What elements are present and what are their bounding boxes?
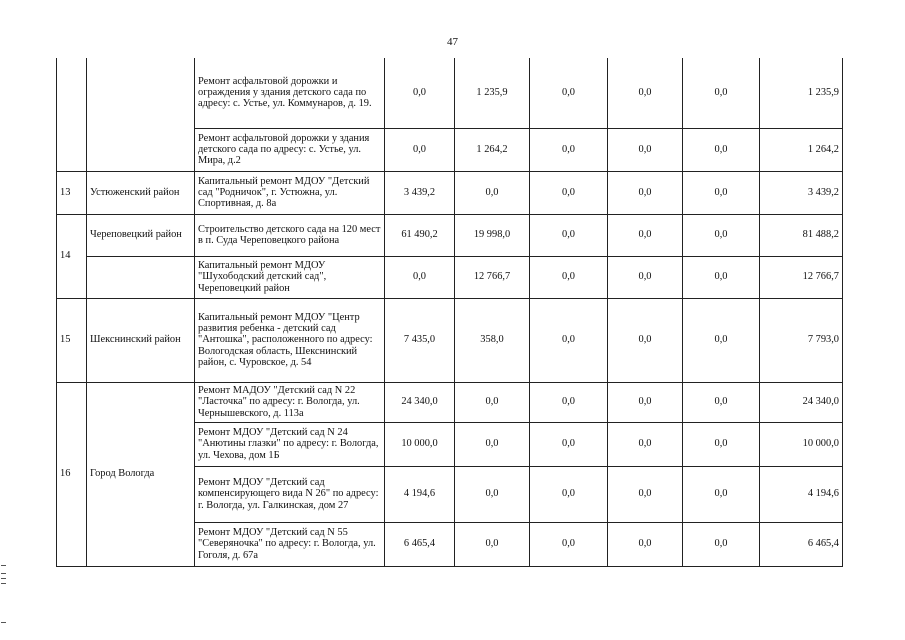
value-cell: 358,0: [455, 298, 530, 382]
value-cell: 0,0: [683, 128, 760, 171]
value-cell: 1 264,2: [455, 128, 530, 171]
value-cell: 0,0: [530, 422, 608, 466]
value-cell: 0,0: [608, 522, 683, 566]
value-cell: 0,0: [385, 58, 455, 128]
work-description: Капитальный ремонт МДОУ "Детский сад "Родничок", г. Устюжна, ул. Спортивная, д. 8а: [195, 171, 385, 214]
district-name: [87, 58, 195, 171]
total-cell: 3 439,2: [760, 171, 843, 214]
value-cell: 0,0: [530, 128, 608, 171]
table-row: [57, 256, 843, 298]
table-row: [57, 171, 843, 214]
value-cell: 0,0: [385, 256, 455, 298]
table-row: [57, 58, 843, 128]
value-cell: 19 998,0: [455, 214, 530, 256]
value-cell: 10 000,0: [385, 422, 455, 466]
total-cell: 7 793,0: [760, 298, 843, 382]
value-cell: 0,0: [385, 128, 455, 171]
page-number: 47: [447, 36, 458, 48]
table-row: [57, 382, 843, 422]
value-cell: 0,0: [608, 128, 683, 171]
value-cell: 0,0: [683, 466, 760, 522]
district-name: Череповецкий район: [87, 214, 195, 256]
value-cell: 0,0: [530, 214, 608, 256]
value-cell: 0,0: [683, 522, 760, 566]
work-description: Капитальный ремонт МДОУ "Центр развития ребенка - детский сад "Антошка", расположенного по адресу: Вологодская область, Шекснинский район, с. Чуровское, д. 54: [195, 298, 385, 382]
value-cell: 0,0: [608, 256, 683, 298]
value-cell: 0,0: [455, 171, 530, 214]
total-cell: 1 264,2: [760, 128, 843, 171]
value-cell: 0,0: [683, 298, 760, 382]
value-cell: 12 766,7: [455, 256, 530, 298]
value-cell: 0,0: [530, 522, 608, 566]
value-cell: 0,0: [683, 256, 760, 298]
value-cell: 0,0: [455, 382, 530, 422]
work-description: Ремонт МДОУ "Детский сад N 24 "Анютины глазки" по адресу: г. Вологда, ул. Чехова, дом 1Б: [195, 422, 385, 466]
value-cell: 0,0: [608, 298, 683, 382]
work-description: Ремонт асфальтовой дорожки и ограждения у здания детского сада по адресу: с. Устье, ул. Коммунаров, д. 19.: [195, 58, 385, 128]
value-cell: 0,0: [683, 214, 760, 256]
work-description: Капитальный ремонт МДОУ "Шухободский детский сад", Череповецкий район: [195, 256, 385, 298]
value-cell: 0,0: [608, 382, 683, 422]
total-cell: 12 766,7: [760, 256, 843, 298]
work-description: Ремонт МАДОУ "Детский сад N 22 "Ласточка" по адресу: г. Вологда, ул. Чернышевского, д. 113а: [195, 382, 385, 422]
district-name: Устюженский район: [87, 171, 195, 214]
value-cell: 4 194,6: [385, 466, 455, 522]
work-description: Ремонт МДОУ "Детский сад N 55 "Северяночка" по адресу: г. Вологда, ул. Гоголя, д. 67а: [195, 522, 385, 566]
value-cell: 0,0: [608, 422, 683, 466]
work-description: Ремонт асфальтовой дорожки у здания детского сада по адресу: с. Устье, ул. Мира, д.2: [195, 128, 385, 171]
district-name: Город Вологда: [87, 382, 195, 566]
row-number: 14: [57, 214, 87, 298]
value-cell: 0,0: [455, 466, 530, 522]
value-cell: 0,0: [608, 466, 683, 522]
value-cell: 0,0: [608, 171, 683, 214]
total-cell: 6 465,4: [760, 522, 843, 566]
value-cell: 0,0: [683, 422, 760, 466]
margin-mark: [1, 583, 6, 584]
value-cell: 0,0: [530, 298, 608, 382]
district-name: [87, 256, 195, 298]
total-cell: 24 340,0: [760, 382, 843, 422]
value-cell: 0,0: [530, 171, 608, 214]
table-row: [57, 298, 843, 382]
district-name: Шекснинский район: [87, 298, 195, 382]
row-number: 16: [57, 382, 87, 566]
margin-mark: [1, 622, 6, 623]
funding-table: [56, 58, 843, 567]
value-cell: 0,0: [530, 382, 608, 422]
value-cell: 24 340,0: [385, 382, 455, 422]
value-cell: 0,0: [530, 466, 608, 522]
row-number: [57, 58, 87, 171]
value-cell: 0,0: [683, 382, 760, 422]
value-cell: 0,0: [608, 58, 683, 128]
value-cell: 7 435,0: [385, 298, 455, 382]
value-cell: 0,0: [530, 58, 608, 128]
row-number: 13: [57, 171, 87, 214]
value-cell: 0,0: [683, 171, 760, 214]
table-row: [57, 214, 843, 256]
value-cell: 0,0: [683, 58, 760, 128]
value-cell: 0,0: [455, 522, 530, 566]
total-cell: 1 235,9: [760, 58, 843, 128]
value-cell: 0,0: [530, 256, 608, 298]
work-description: Ремонт МДОУ "Детский сад компенсирующего вида N 26" по адресу: г. Вологда, ул. Галкинская, дом 27: [195, 466, 385, 522]
value-cell: 1 235,9: [455, 58, 530, 128]
margin-mark: [1, 565, 6, 566]
value-cell: 0,0: [455, 422, 530, 466]
total-cell: 81 488,2: [760, 214, 843, 256]
value-cell: 6 465,4: [385, 522, 455, 566]
margin-mark: [1, 573, 6, 574]
value-cell: 0,0: [608, 214, 683, 256]
value-cell: 3 439,2: [385, 171, 455, 214]
total-cell: 4 194,6: [760, 466, 843, 522]
row-number: 15: [57, 298, 87, 382]
value-cell: 61 490,2: [385, 214, 455, 256]
total-cell: 10 000,0: [760, 422, 843, 466]
margin-mark: [1, 578, 6, 579]
work-description: Строительство детского сада на 120 мест в п. Суда Череповецкого района: [195, 214, 385, 256]
